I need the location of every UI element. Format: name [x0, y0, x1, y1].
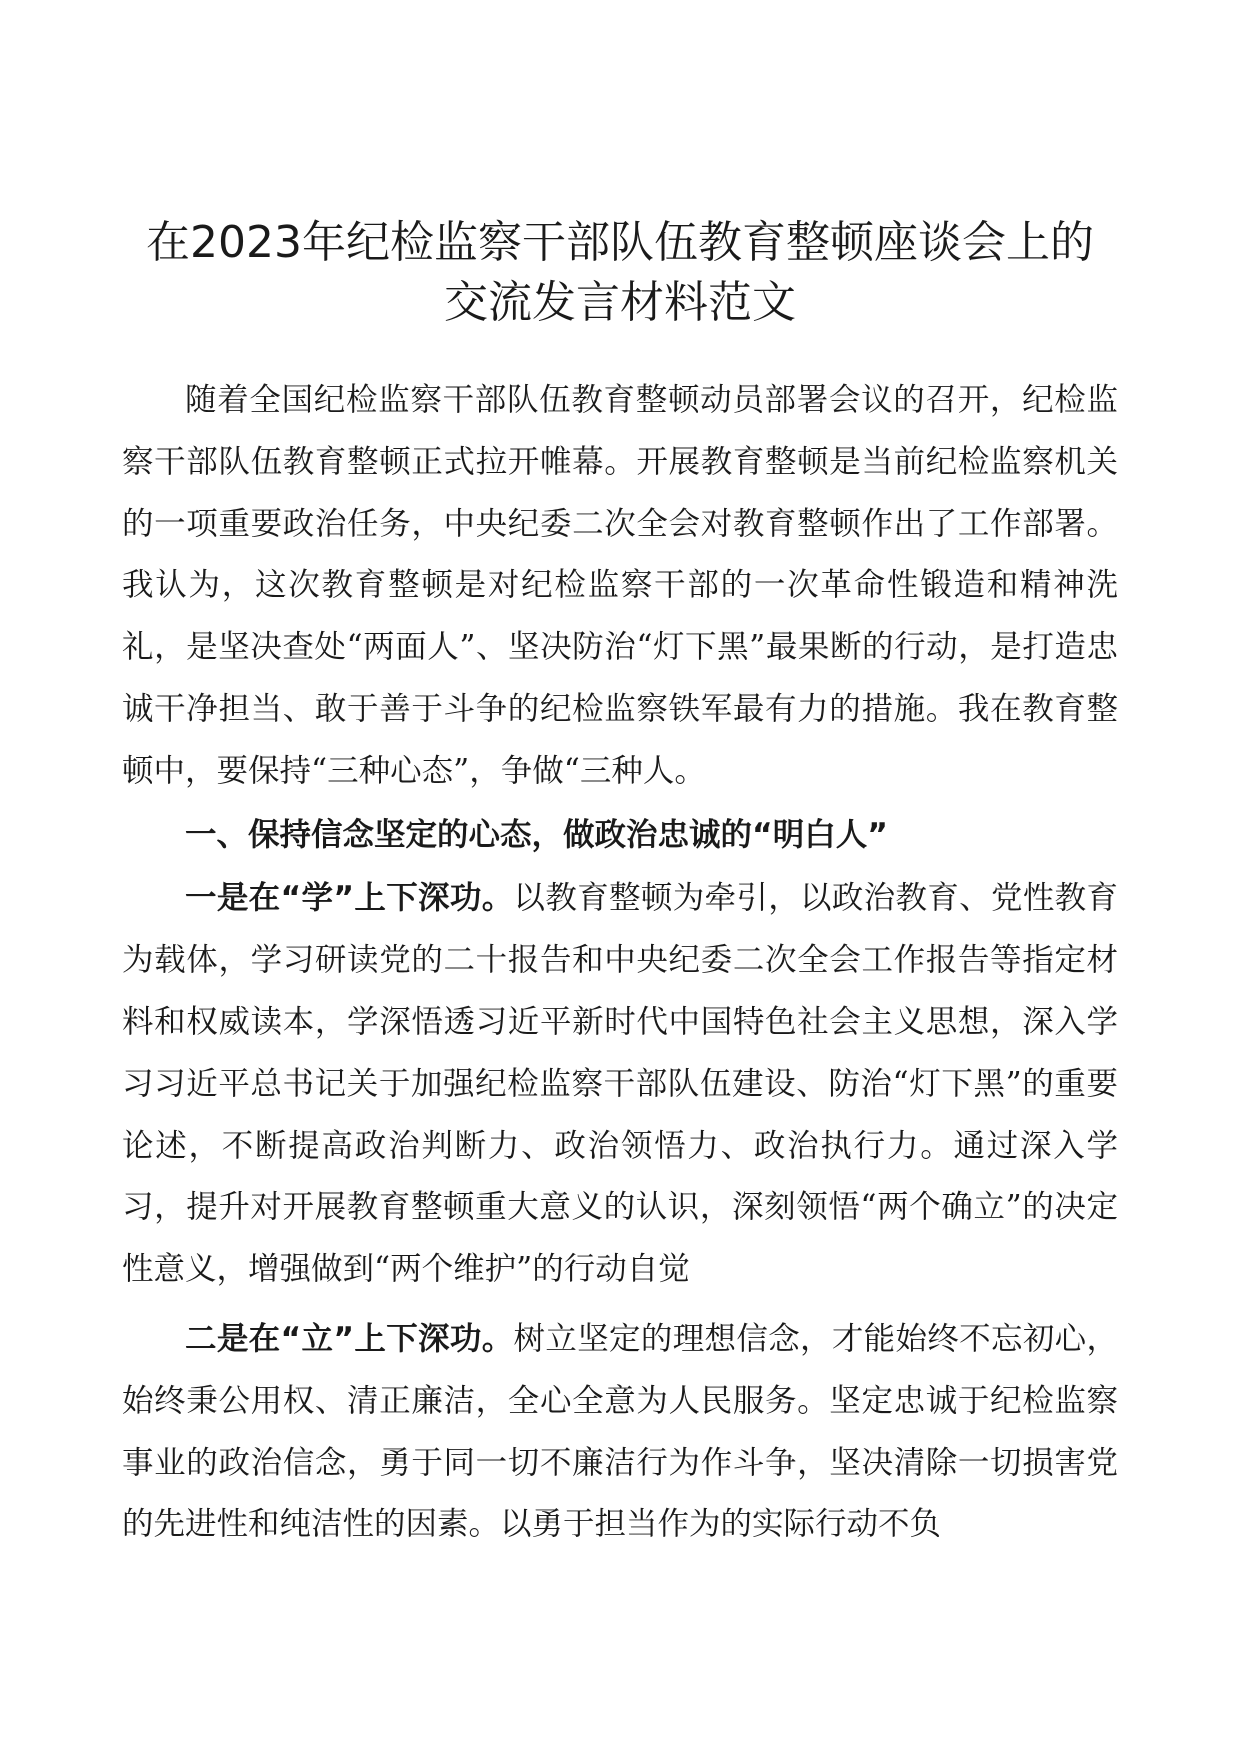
intro-paragraph: 随着全国纪检监察干部队伍教育整顿动员部署会议的召开，纪检监察干部队伍教育整顿正式拉开帷幕。开展教育整顿是当前纪检监察机关的一项重要政治任务，中央纪委二次全会对教育整顿作出了工作部署。我认为，这次教育整顿是对纪检监察干部的一次革命性锻造和精神洗礼，是坚决查处“两面人”、坚决防治“灯下黑”最果断的行动，是打造忠诚干净担当、敢于善于斗争的纪检监察铁军最有力的措施。我在教育整顿中，要保持“三种心态”，争做“三种人。 — [122, 382, 1118, 789]
section-1-heading: 一、保持信念坚定的心态，做政治忠诚的“明白人” — [185, 816, 888, 853]
paragraph-1-lead: 一是在“学”上下深功。 — [185, 880, 514, 917]
paragraph-1-text: 以教育整顿为牵引，以政治教育、党性教育为载体，学习研读党的二十报告和中央纪委二次全会工作报告等指定材料和权威读本，学深悟透习近平新时代中国特色社会主义思想，深入学习习近平总书记关于加强纪检监察干部队伍建设、防治“灯下黑”的重要论述，不断提高政治判断力、政治领悟力、政治执行力。通过深入学习，提升对开展教育整顿重大意义的认识，深刻领悟“两个确立”的决定性意义，增强做到“两个维护”的行动自觉 — [122, 880, 1118, 1288]
document-title-line-1: 在2023年纪检监察干部队伍教育整顿座谈会上的 — [146, 217, 1094, 268]
document-title-line-2: 交流发言材料范文 — [444, 277, 796, 328]
paragraph-2 — [122, 1309, 1118, 1556]
paragraph-2-lead: 二是在“立”上下深功。 — [185, 1320, 514, 1357]
document-body — [122, 370, 1118, 1556]
paragraph-2-text: 树立坚定的理想信念，才能始终不忘初心，始终秉公用权、清正廉洁，全心全意为人民服务。坚定忠诚于纪检监察事业的政治信念，勇于同一切不廉洁行为作斗争，坚决清除一切损害党的先进性和纯洁性的因素。以勇于担当作为的实际行动不负 — [122, 1320, 1118, 1543]
paragraph-1 — [122, 868, 1118, 1301]
